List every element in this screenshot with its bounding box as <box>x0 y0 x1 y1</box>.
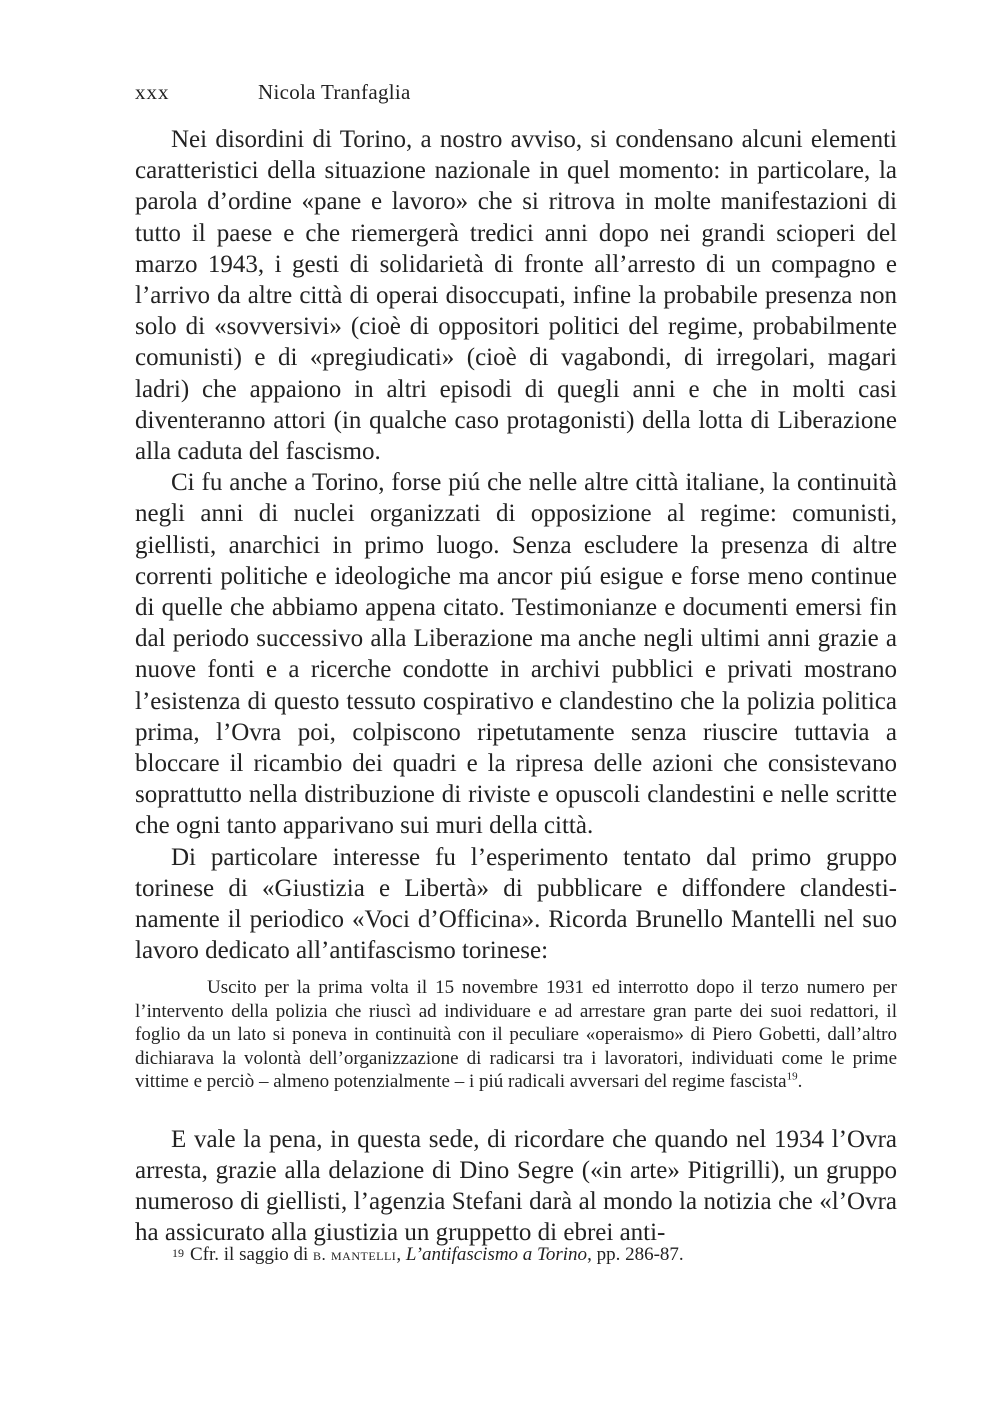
running-head-author: Nicola Tranfaglia <box>258 80 411 104</box>
footnote-prefix: Cfr. il saggio di <box>190 1244 313 1265</box>
main-text <box>135 124 897 1248</box>
running-head <box>135 80 411 105</box>
footnote-author: b. mantelli <box>312 1245 397 1264</box>
footnote-number: 19 <box>172 1246 184 1260</box>
paragraph-2: Ci fu anche a Torino, forse piú che nelle altre città italiane, la continuità negli anni di nuclei organizzati di opposizione al regime: comunisti, giellisti, anarchici in primo luogo. Senza escludere la presenza di altre correnti politiche e ideologiche ma ancor piú esigue e forse meno continue di quelle che abbiamo appena citato. Testimonianze e documenti emersi fin dal periodo successivo alla Liberazione ma anche negli ultimi anni grazie a nuove fonti e a ricerche condotte in archivi pubblici e privati mostrano l’esistenza di questo tessuto cospirativo e clandestino che la polizia politica prima, l’Ovra poi, colpiscono ripetutamente senza riuscire tuttavia a bloccare il ricambio dei quadri e la ripresa delle azioni che consistevano soprattutto nella distribuzione di riviste e opuscoli clandestini e nelle scritte che ogni tanto apparivano sui muri della città. <box>135 469 897 840</box>
block-quote-end: . <box>797 1071 803 1093</box>
footnote-reference: 19 <box>786 1070 798 1083</box>
footnote-title: L’antifascismo a Torino <box>405 1244 588 1265</box>
block-quote <box>135 976 897 1093</box>
block-quote-text: Uscito per la prima volta il 15 novembre 1931 ed interrotto dopo il terzo numero per l’intervento della polizia che riuscì ad individuare e ad arrestare gran parte dei suoi redattori, il foglio da un lato si poneva in continuità con il peculiare «operaismo» di Piero Gobetti, dall’altro dichiarava la volontà dell’organizzazione di radicarsi tra i lavoratori, individuati come le prime vittime e perciò – almeno potenzialmente – i piú radicali avversari del regime fascista <box>135 977 897 1093</box>
paragraph-3: Di particolare interesse fu l’esperimento tentato dal primo gruppo torinese di «Giustizia e Libertà» di pubblicare e diffondere clandestinamente il periodico «Voci d’Officina». Ricorda Brunello Mantelli nel suo lavoro dedicato all’antifascismo torinese: <box>135 843 897 965</box>
paragraph-1: Nei disordini di Torino, a nostro avviso, si condensano alcuni elementi caratteristici della situazione nazionale in quel momento: in particolare, la parola d’ordine «pane e lavoro» che si ritrova in molte manifestazioni di tutto il paese e che riemergerà tredici anni dopo nei grandi scioperi del marzo 1943, i gesti di solidarietà di fronte all’arresto di un compagno e l’arrivo da altre città di operai disoccupati, infine la probabile presenza non solo di «sovversivi» (cioè di oppositori politici del regime, probabilmente comunisti) e di «pregiudicati» (cioè di vagabondi, di irregolari, magari ladri) che appaiono in altri episodi di quegli anni e che in molti casi diventeranno attori (in qualche caso protagonisti) della lotta di Liberazione alla caduta del fascismo. <box>135 126 897 466</box>
page-number: xxx <box>135 80 170 104</box>
footnote <box>172 1243 684 1267</box>
footnote-separator: , <box>396 1244 406 1265</box>
footnote-pages: , pp. 286-87. <box>587 1244 684 1265</box>
paragraph-4: E vale la pena, in questa sede, di ricordare che quando nel 1934 l’Ovra arresta, grazie alla delazione di Dino Segre («in arte» Pitigrilli), un gruppo numeroso di giellisti, l’agenzia Stefani darà al mondo la notizia che «l’Ovra ha assicurato alla giustizia un gruppetto di ebrei anti- <box>135 1125 897 1247</box>
